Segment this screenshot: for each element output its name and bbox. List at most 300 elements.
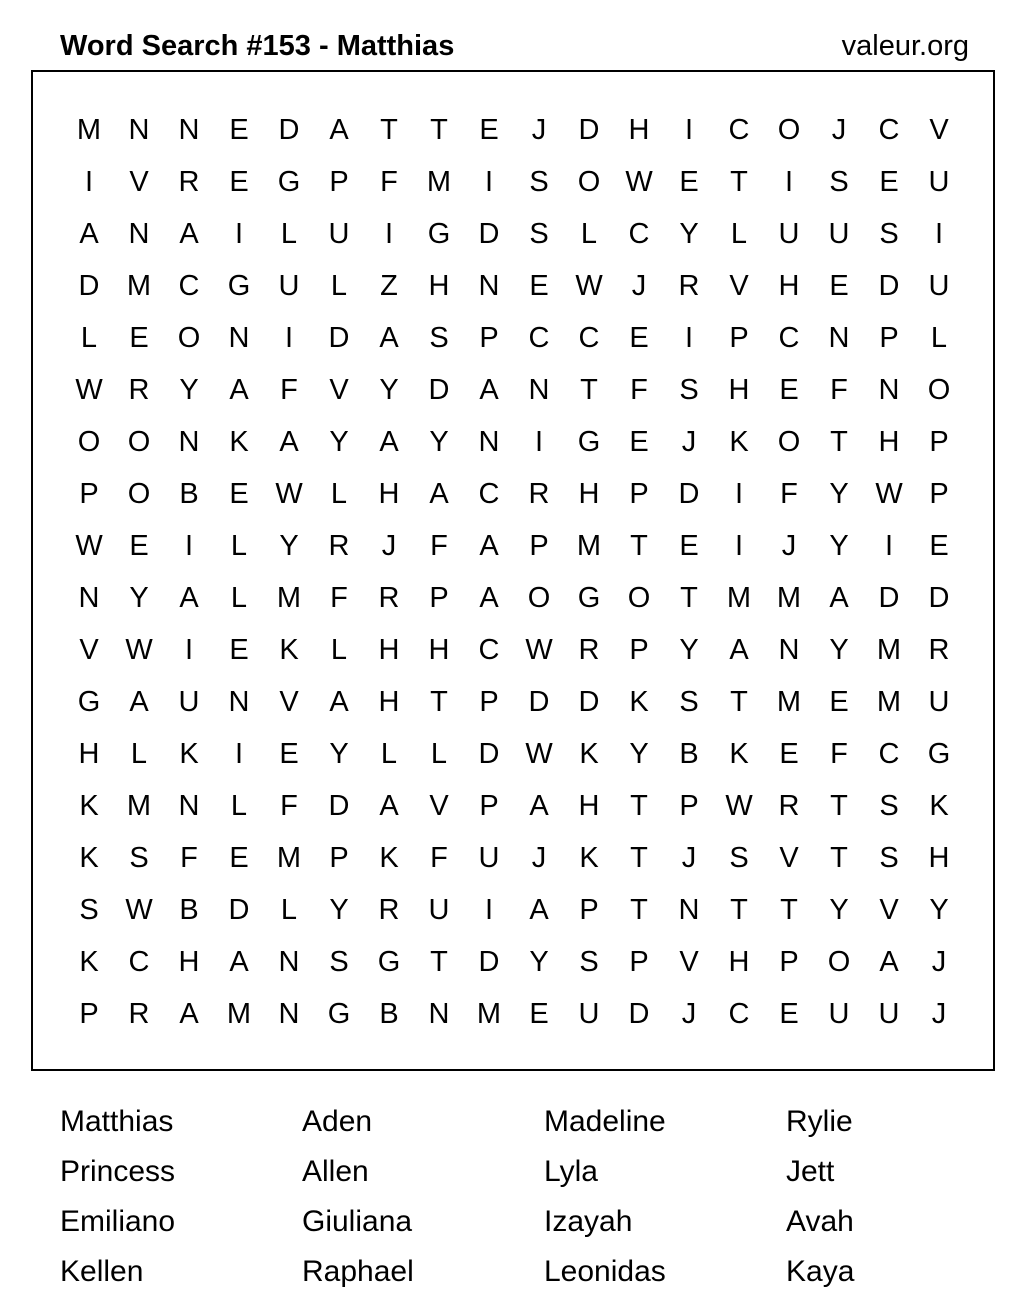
grid-cell[interactable]: A [329, 114, 349, 146]
grid-cell[interactable]: E [779, 998, 799, 1030]
grid-cell[interactable]: C [128, 946, 150, 978]
grid-cell[interactable]: A [329, 686, 349, 718]
grid-cell[interactable]: T [730, 894, 748, 926]
grid-cell[interactable]: W [275, 478, 303, 510]
grid-cell[interactable]: D [928, 582, 950, 614]
grid-cell[interactable]: N [878, 374, 900, 406]
grid-cell[interactable]: O [627, 582, 651, 614]
grid-cell[interactable]: S [529, 166, 549, 198]
grid-cell[interactable]: F [630, 374, 648, 406]
grid-cell[interactable]: A [829, 582, 849, 614]
grid-cell[interactable]: E [779, 738, 799, 770]
grid-cell[interactable]: I [534, 426, 544, 458]
grid-cell[interactable]: D [578, 686, 600, 718]
grid-cell[interactable]: P [929, 426, 949, 458]
grid-cell[interactable]: L [280, 894, 298, 926]
grid-cell[interactable]: T [830, 842, 848, 874]
grid-cell[interactable]: K [79, 790, 99, 822]
grid-cell[interactable]: R [378, 582, 400, 614]
grid-cell[interactable]: D [478, 218, 500, 250]
grid-cell[interactable]: H [728, 374, 750, 406]
grid-cell[interactable]: E [129, 530, 149, 562]
grid-cell[interactable]: N [78, 582, 100, 614]
grid-cell[interactable]: E [229, 634, 249, 666]
grid-cell[interactable]: B [679, 738, 699, 770]
grid-cell[interactable]: H [178, 946, 200, 978]
grid-cell[interactable]: C [778, 322, 800, 354]
grid-cell[interactable]: O [127, 426, 151, 458]
grid-cell[interactable]: U [478, 842, 500, 874]
grid-cell[interactable]: K [729, 426, 749, 458]
grid-cell[interactable]: E [229, 478, 249, 510]
grid-cell[interactable]: N [478, 426, 500, 458]
grid-cell[interactable]: D [628, 998, 650, 1030]
grid-cell[interactable]: G [577, 426, 601, 458]
grid-cell[interactable]: Y [329, 426, 349, 458]
grid-cell[interactable]: E [829, 686, 849, 718]
grid-cell[interactable]: S [579, 946, 599, 978]
grid-cell[interactable]: A [379, 426, 399, 458]
grid-cell[interactable]: Y [129, 582, 149, 614]
grid-cell[interactable]: V [879, 894, 899, 926]
grid-cell[interactable]: O [127, 478, 151, 510]
grid-cell[interactable]: B [179, 894, 199, 926]
grid-cell[interactable]: T [630, 790, 648, 822]
grid-cell[interactable]: A [179, 218, 199, 250]
grid-cell[interactable]: G [427, 218, 451, 250]
grid-cell[interactable]: T [830, 426, 848, 458]
grid-cell[interactable]: E [629, 426, 649, 458]
grid-cell[interactable]: P [329, 842, 349, 874]
grid-cell[interactable]: G [227, 270, 251, 302]
grid-cell[interactable]: T [430, 686, 448, 718]
grid-cell[interactable]: U [778, 218, 800, 250]
grid-cell[interactable]: D [878, 270, 900, 302]
grid-cell[interactable]: P [879, 322, 899, 354]
grid-cell[interactable]: U [578, 998, 600, 1030]
grid-cell[interactable]: M [426, 166, 452, 198]
grid-cell[interactable]: H [378, 686, 400, 718]
grid-cell[interactable]: U [828, 218, 850, 250]
grid-cell[interactable]: I [684, 322, 694, 354]
grid-cell[interactable]: H [778, 270, 800, 302]
grid-cell[interactable]: I [734, 530, 744, 562]
grid-cell[interactable]: V [329, 374, 349, 406]
grid-cell[interactable]: W [125, 894, 153, 926]
grid-cell[interactable]: M [76, 114, 102, 146]
grid-cell[interactable]: O [777, 426, 801, 458]
grid-cell[interactable]: N [178, 114, 200, 146]
grid-cell[interactable]: C [628, 218, 650, 250]
grid-cell[interactable]: N [778, 634, 800, 666]
grid-cell[interactable]: M [276, 582, 302, 614]
grid-cell[interactable]: E [229, 114, 249, 146]
grid-cell[interactable]: H [878, 426, 900, 458]
grid-cell[interactable]: H [578, 478, 600, 510]
grid-cell[interactable]: H [728, 946, 750, 978]
grid-cell[interactable]: R [128, 374, 150, 406]
grid-cell[interactable]: Y [529, 946, 549, 978]
grid-cell[interactable]: F [380, 166, 398, 198]
grid-cell[interactable]: A [479, 374, 499, 406]
grid-cell[interactable]: B [379, 998, 399, 1030]
grid-cell[interactable]: V [779, 842, 799, 874]
grid-cell[interactable]: O [927, 374, 951, 406]
grid-cell[interactable]: Z [380, 270, 398, 302]
grid-cell[interactable]: W [525, 738, 553, 770]
grid-cell[interactable]: W [525, 634, 553, 666]
grid-cell[interactable]: A [229, 374, 249, 406]
grid-cell[interactable]: E [679, 166, 699, 198]
grid-cell[interactable]: K [79, 842, 99, 874]
grid-cell[interactable]: R [328, 530, 350, 562]
grid-cell[interactable]: U [828, 998, 850, 1030]
grid-cell[interactable]: H [578, 790, 600, 822]
grid-cell[interactable]: L [330, 478, 348, 510]
grid-cell[interactable]: W [125, 634, 153, 666]
grid-cell[interactable]: T [830, 790, 848, 822]
grid-cell[interactable]: N [228, 686, 250, 718]
grid-cell[interactable]: P [629, 478, 649, 510]
grid-cell[interactable]: P [679, 790, 699, 822]
grid-cell[interactable]: S [329, 946, 349, 978]
grid-cell[interactable]: R [378, 894, 400, 926]
grid-cell[interactable]: Y [829, 530, 849, 562]
grid-cell[interactable]: F [280, 374, 298, 406]
grid-cell[interactable]: R [178, 166, 200, 198]
grid-cell[interactable]: J [631, 270, 647, 302]
grid-cell[interactable]: A [379, 322, 399, 354]
grid-cell[interactable]: M [226, 998, 252, 1030]
grid-cell[interactable]: O [577, 166, 601, 198]
grid-cell[interactable]: Y [329, 894, 349, 926]
grid-cell[interactable]: U [178, 686, 200, 718]
grid-cell[interactable]: R [528, 478, 550, 510]
grid-cell[interactable]: I [484, 166, 494, 198]
grid-cell[interactable]: G [277, 166, 301, 198]
grid-cell[interactable]: L [130, 738, 148, 770]
grid-cell[interactable]: V [729, 270, 749, 302]
grid-cell[interactable]: M [876, 634, 902, 666]
grid-cell[interactable]: O [177, 322, 201, 354]
grid-cell[interactable]: C [578, 322, 600, 354]
grid-cell[interactable]: A [179, 582, 199, 614]
grid-cell[interactable]: L [930, 322, 948, 354]
grid-cell[interactable]: A [479, 530, 499, 562]
grid-cell[interactable]: T [730, 166, 748, 198]
grid-cell[interactable]: P [729, 322, 749, 354]
grid-cell[interactable]: H [378, 478, 400, 510]
grid-cell[interactable]: I [384, 218, 394, 250]
grid-cell[interactable]: M [726, 582, 752, 614]
grid-cell[interactable]: N [678, 894, 700, 926]
grid-cell[interactable]: V [679, 946, 699, 978]
grid-cell[interactable]: W [575, 270, 603, 302]
grid-cell[interactable]: O [827, 946, 851, 978]
grid-cell[interactable]: D [328, 790, 350, 822]
grid-cell[interactable]: K [579, 842, 599, 874]
grid-cell[interactable]: A [529, 894, 549, 926]
grid-cell[interactable]: S [529, 218, 549, 250]
grid-cell[interactable]: I [884, 530, 894, 562]
grid-cell[interactable]: K [229, 426, 249, 458]
grid-cell[interactable]: K [79, 946, 99, 978]
grid-cell[interactable]: V [279, 686, 299, 718]
grid-cell[interactable]: L [380, 738, 398, 770]
grid-cell[interactable]: J [681, 842, 697, 874]
grid-cell[interactable]: C [528, 322, 550, 354]
grid-cell[interactable]: I [284, 322, 294, 354]
grid-cell[interactable]: T [430, 946, 448, 978]
grid-cell[interactable]: T [630, 842, 648, 874]
grid-cell[interactable]: J [531, 842, 547, 874]
grid-cell[interactable]: E [479, 114, 499, 146]
grid-cell[interactable]: D [478, 738, 500, 770]
grid-cell[interactable]: N [528, 374, 550, 406]
grid-cell[interactable]: S [79, 894, 99, 926]
grid-cell[interactable]: J [931, 946, 947, 978]
grid-cell[interactable]: M [576, 530, 602, 562]
grid-cell[interactable]: C [178, 270, 200, 302]
grid-cell[interactable]: Y [829, 478, 849, 510]
grid-cell[interactable]: A [529, 790, 549, 822]
grid-cell[interactable]: A [429, 478, 449, 510]
grid-cell[interactable]: K [579, 738, 599, 770]
grid-cell[interactable]: D [228, 894, 250, 926]
grid-cell[interactable]: F [330, 582, 348, 614]
grid-cell[interactable]: V [929, 114, 949, 146]
grid-cell[interactable]: E [829, 270, 849, 302]
grid-cell[interactable]: R [678, 270, 700, 302]
grid-cell[interactable]: E [229, 166, 249, 198]
grid-cell[interactable]: D [478, 946, 500, 978]
grid-cell[interactable]: I [734, 478, 744, 510]
grid-cell[interactable]: A [479, 582, 499, 614]
grid-cell[interactable]: H [378, 634, 400, 666]
grid-cell[interactable]: J [381, 530, 397, 562]
grid-cell[interactable]: E [629, 322, 649, 354]
grid-cell[interactable]: T [430, 114, 448, 146]
grid-cell[interactable]: P [579, 894, 599, 926]
grid-cell[interactable]: E [679, 530, 699, 562]
grid-cell[interactable]: N [178, 426, 200, 458]
grid-cell[interactable]: P [79, 998, 99, 1030]
grid-cell[interactable]: I [484, 894, 494, 926]
grid-cell[interactable]: S [829, 166, 849, 198]
grid-cell[interactable]: L [430, 738, 448, 770]
grid-cell[interactable]: H [428, 270, 450, 302]
grid-cell[interactable]: I [84, 166, 94, 198]
grid-cell[interactable]: O [77, 426, 101, 458]
grid-cell[interactable]: F [830, 374, 848, 406]
grid-cell[interactable]: N [128, 114, 150, 146]
grid-cell[interactable]: K [629, 686, 649, 718]
grid-cell[interactable]: E [529, 270, 549, 302]
grid-cell[interactable]: J [831, 114, 847, 146]
grid-cell[interactable]: H [428, 634, 450, 666]
grid-cell[interactable]: A [729, 634, 749, 666]
grid-cell[interactable]: F [280, 790, 298, 822]
grid-cell[interactable]: P [779, 946, 799, 978]
grid-cell[interactable]: K [379, 842, 399, 874]
grid-cell[interactable]: K [179, 738, 199, 770]
grid-cell[interactable]: N [478, 270, 500, 302]
grid-cell[interactable]: V [129, 166, 149, 198]
grid-cell[interactable]: E [279, 738, 299, 770]
grid-cell[interactable]: P [479, 790, 499, 822]
grid-cell[interactable]: M [776, 582, 802, 614]
grid-cell[interactable]: N [228, 322, 250, 354]
grid-cell[interactable]: S [679, 686, 699, 718]
grid-cell[interactable]: K [729, 738, 749, 770]
grid-cell[interactable]: J [781, 530, 797, 562]
grid-cell[interactable]: N [278, 946, 300, 978]
grid-cell[interactable]: O [527, 582, 551, 614]
grid-cell[interactable]: F [180, 842, 198, 874]
grid-cell[interactable]: N [428, 998, 450, 1030]
grid-cell[interactable]: S [879, 842, 899, 874]
grid-cell[interactable]: H [628, 114, 650, 146]
grid-cell[interactable]: U [928, 686, 950, 718]
grid-cell[interactable]: N [828, 322, 850, 354]
grid-cell[interactable]: A [279, 426, 299, 458]
grid-cell[interactable]: J [681, 426, 697, 458]
grid-cell[interactable]: P [329, 166, 349, 198]
grid-cell[interactable]: P [479, 322, 499, 354]
grid-cell[interactable]: P [929, 478, 949, 510]
grid-cell[interactable]: S [679, 374, 699, 406]
grid-cell[interactable]: M [876, 686, 902, 718]
grid-cell[interactable]: A [179, 998, 199, 1030]
grid-cell[interactable]: J [531, 114, 547, 146]
grid-cell[interactable]: C [878, 738, 900, 770]
grid-cell[interactable]: L [730, 218, 748, 250]
grid-cell[interactable]: G [327, 998, 351, 1030]
grid-cell[interactable]: E [879, 166, 899, 198]
grid-cell[interactable]: T [380, 114, 398, 146]
grid-cell[interactable]: U [328, 218, 350, 250]
grid-cell[interactable]: I [934, 218, 944, 250]
grid-cell[interactable]: C [728, 998, 750, 1030]
grid-cell[interactable]: K [279, 634, 299, 666]
grid-cell[interactable]: C [478, 478, 500, 510]
grid-cell[interactable]: U [928, 166, 950, 198]
grid-cell[interactable]: N [178, 790, 200, 822]
grid-cell[interactable]: S [879, 790, 899, 822]
grid-cell[interactable]: I [234, 738, 244, 770]
grid-cell[interactable]: T [630, 530, 648, 562]
grid-cell[interactable]: D [678, 478, 700, 510]
grid-cell[interactable]: O [777, 114, 801, 146]
grid-cell[interactable]: E [779, 374, 799, 406]
grid-cell[interactable]: S [129, 842, 149, 874]
grid-cell[interactable]: I [234, 218, 244, 250]
grid-cell[interactable]: E [529, 998, 549, 1030]
grid-cell[interactable]: P [79, 478, 99, 510]
grid-cell[interactable]: L [330, 634, 348, 666]
grid-cell[interactable]: G [377, 946, 401, 978]
grid-cell[interactable]: C [728, 114, 750, 146]
grid-cell[interactable]: L [330, 270, 348, 302]
grid-cell[interactable]: Y [429, 426, 449, 458]
grid-cell[interactable]: Y [629, 738, 649, 770]
grid-cell[interactable]: M [276, 842, 302, 874]
grid-cell[interactable]: R [578, 634, 600, 666]
grid-cell[interactable]: V [79, 634, 99, 666]
grid-cell[interactable]: D [278, 114, 300, 146]
grid-cell[interactable]: M [776, 686, 802, 718]
grid-cell[interactable]: A [229, 946, 249, 978]
grid-cell[interactable]: N [278, 998, 300, 1030]
grid-cell[interactable]: S [729, 842, 749, 874]
grid-cell[interactable]: H [78, 738, 100, 770]
grid-cell[interactable]: J [931, 998, 947, 1030]
grid-cell[interactable]: F [430, 530, 448, 562]
grid-cell[interactable]: Y [279, 530, 299, 562]
grid-cell[interactable]: F [430, 842, 448, 874]
grid-cell[interactable]: R [928, 634, 950, 666]
grid-cell[interactable]: W [625, 166, 653, 198]
grid-cell[interactable]: N [128, 218, 150, 250]
grid-cell[interactable]: A [379, 790, 399, 822]
grid-cell[interactable]: D [428, 374, 450, 406]
grid-cell[interactable]: T [780, 894, 798, 926]
grid-cell[interactable]: W [75, 530, 103, 562]
grid-cell[interactable]: Y [929, 894, 949, 926]
grid-cell[interactable]: D [878, 582, 900, 614]
grid-cell[interactable]: L [230, 530, 248, 562]
grid-cell[interactable]: Y [679, 218, 699, 250]
grid-cell[interactable]: C [478, 634, 500, 666]
grid-cell[interactable]: Y [329, 738, 349, 770]
grid-cell[interactable]: A [79, 218, 99, 250]
grid-cell[interactable]: L [580, 218, 598, 250]
grid-cell[interactable]: G [577, 582, 601, 614]
grid-cell[interactable]: W [875, 478, 903, 510]
grid-cell[interactable]: U [428, 894, 450, 926]
grid-cell[interactable]: M [126, 270, 152, 302]
grid-cell[interactable]: R [128, 998, 150, 1030]
grid-cell[interactable]: U [928, 270, 950, 302]
grid-cell[interactable]: Y [379, 374, 399, 406]
grid-cell[interactable]: R [778, 790, 800, 822]
grid-cell[interactable]: F [830, 738, 848, 770]
grid-cell[interactable]: F [780, 478, 798, 510]
grid-cell[interactable]: I [184, 634, 194, 666]
grid-cell[interactable]: P [479, 686, 499, 718]
grid-cell[interactable]: D [578, 114, 600, 146]
grid-cell[interactable]: P [629, 634, 649, 666]
grid-cell[interactable]: G [77, 686, 101, 718]
grid-cell[interactable]: B [179, 478, 199, 510]
grid-cell[interactable]: T [730, 686, 748, 718]
grid-cell[interactable]: E [129, 322, 149, 354]
grid-cell[interactable]: H [928, 842, 950, 874]
grid-cell[interactable]: W [725, 790, 753, 822]
grid-cell[interactable]: L [230, 790, 248, 822]
grid-cell[interactable]: E [929, 530, 949, 562]
grid-cell[interactable]: L [80, 322, 98, 354]
grid-cell[interactable]: P [529, 530, 549, 562]
grid-cell[interactable]: M [476, 998, 502, 1030]
grid-cell[interactable]: T [630, 894, 648, 926]
grid-cell[interactable]: K [929, 790, 949, 822]
grid-cell[interactable]: G [927, 738, 951, 770]
grid-cell[interactable]: E [229, 842, 249, 874]
grid-cell[interactable]: I [784, 166, 794, 198]
grid-cell[interactable]: A [879, 946, 899, 978]
grid-cell[interactable]: L [280, 218, 298, 250]
